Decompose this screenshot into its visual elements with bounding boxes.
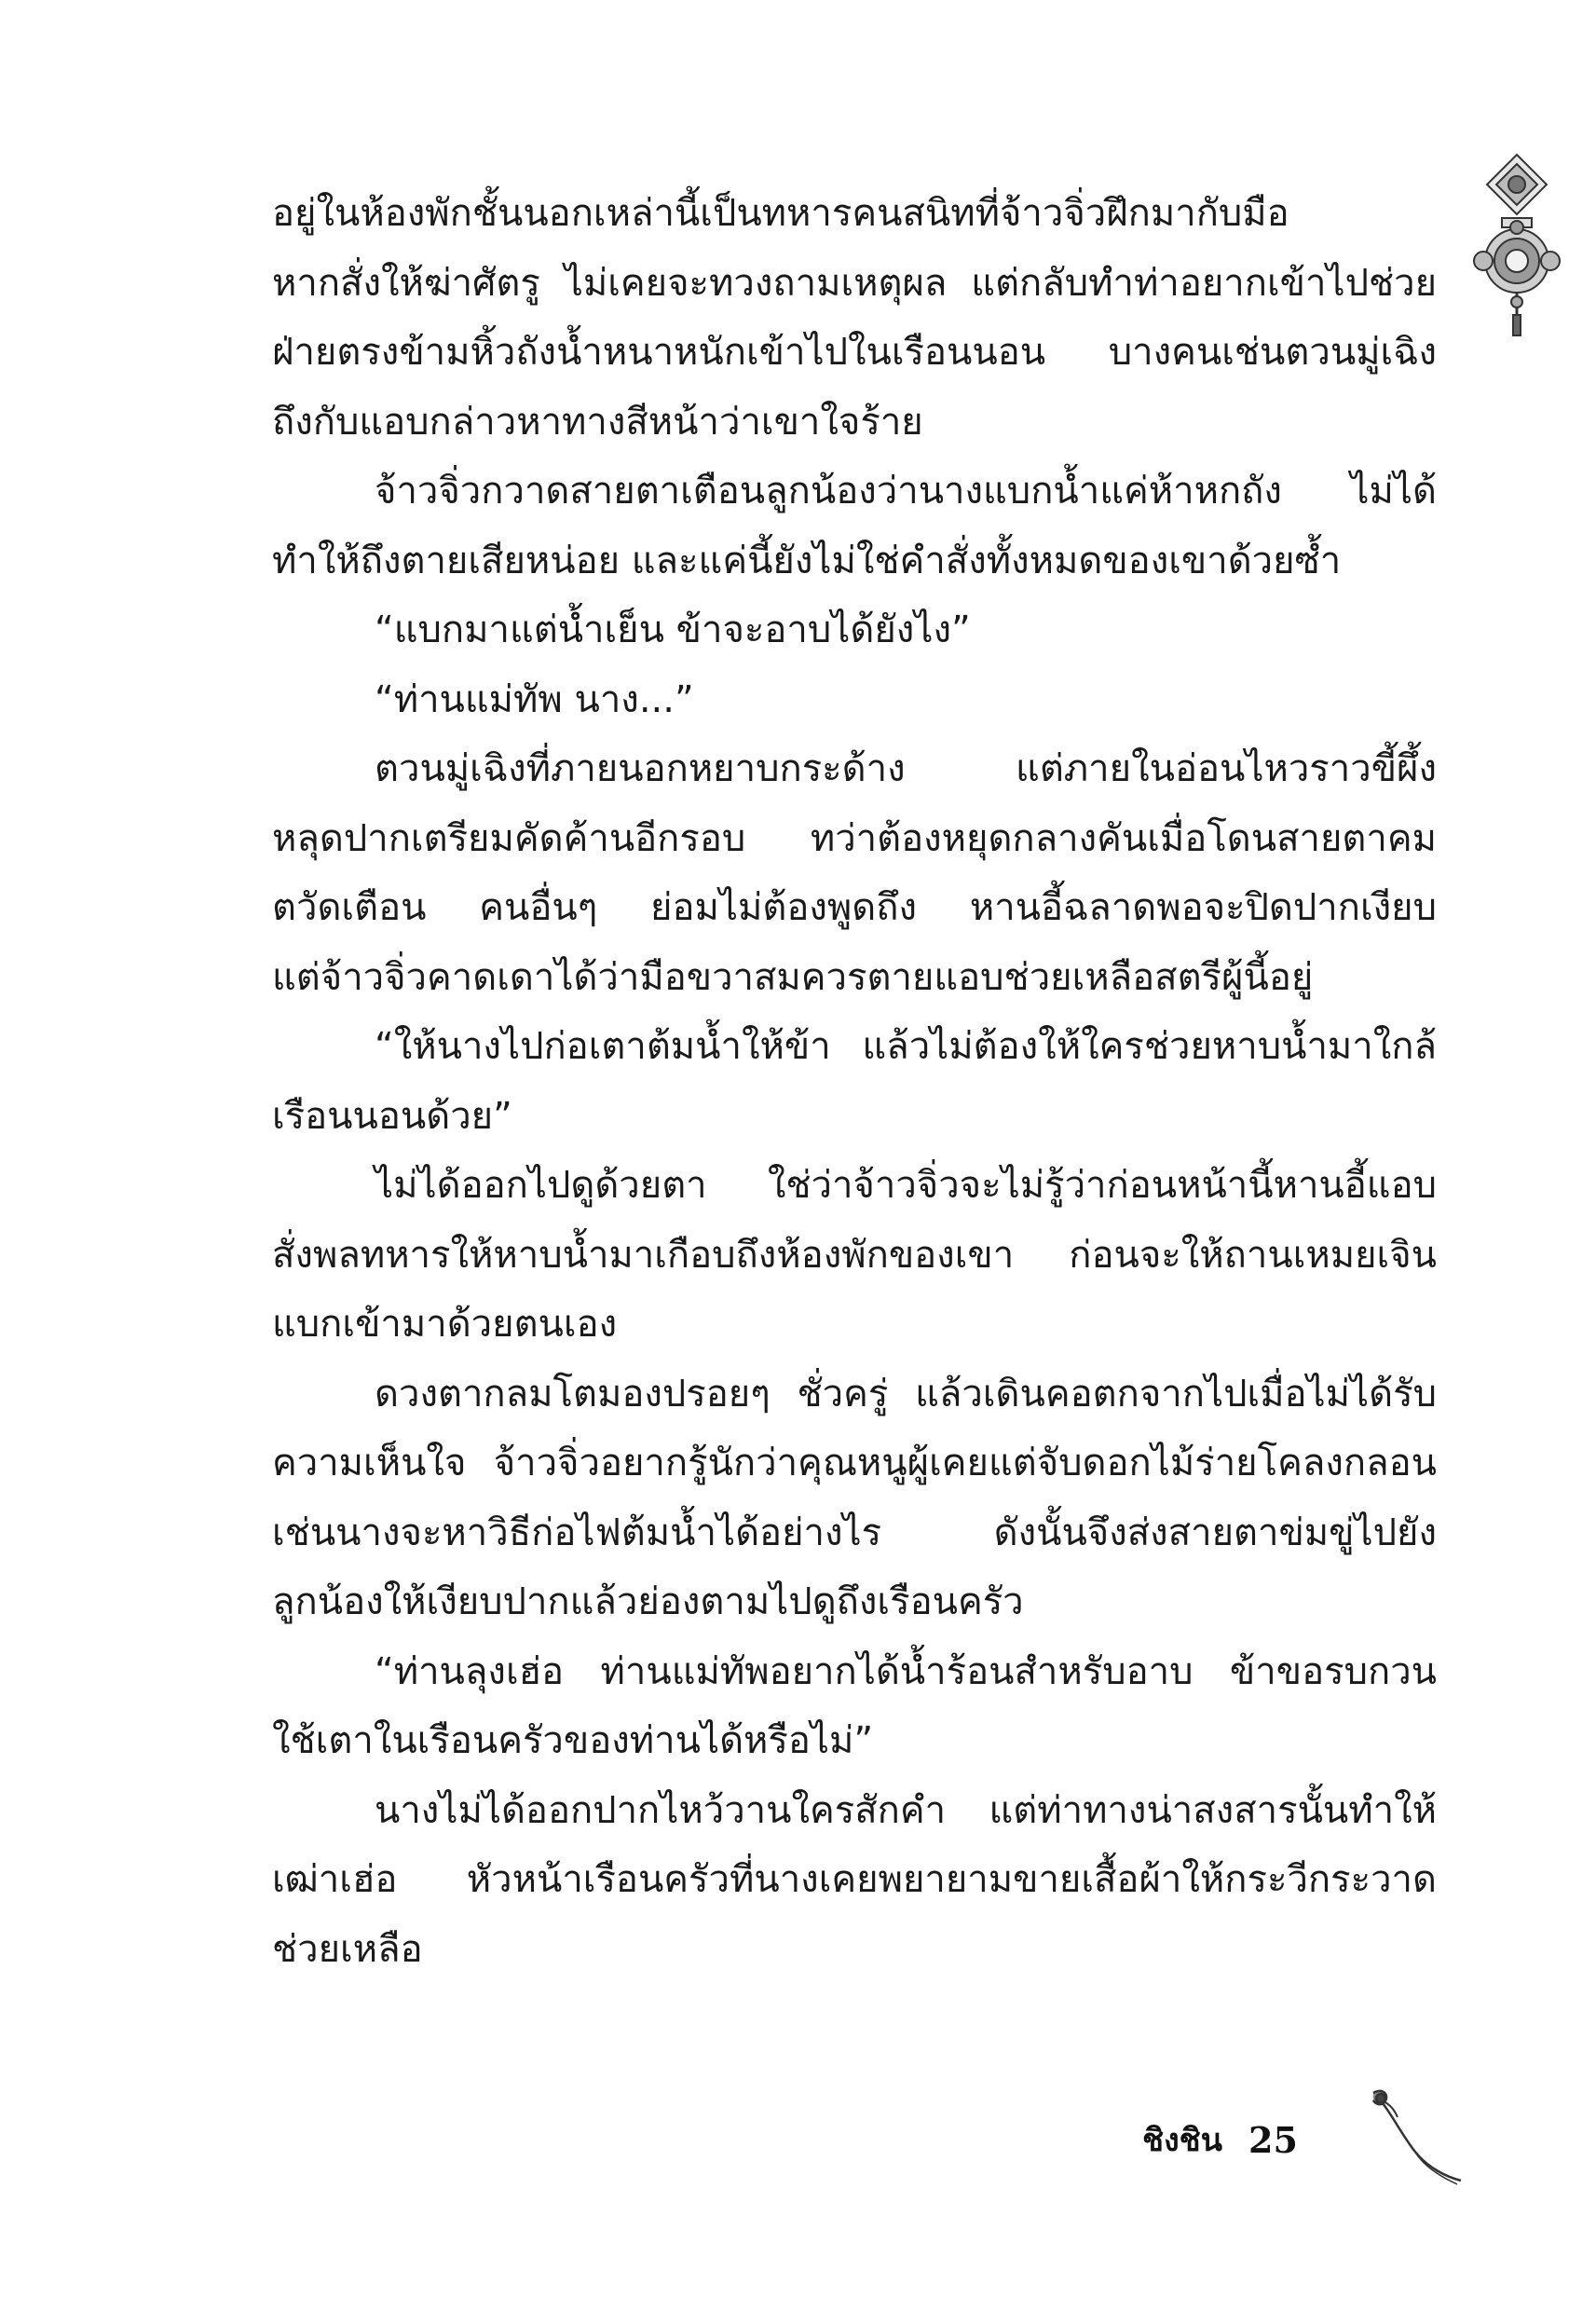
page-footer [1142,2110,1298,2169]
book-title: ชิงชิน [1142,2122,1222,2159]
text-line: “ท่านลุงเฮ่อ ท่านแม่ทัพอยากได้น้ำร้อนสำหรับอาบ ข้าขอรบกวน [375,1649,1437,1693]
text-line: ฝ่ายตรงข้ามหิ้วถังน้ำหนาหนักเข้าไปในเรือนนอน บางคนเช่นตวนมู่เฉิง [272,331,1437,374]
decorative-emblem-icon [1461,147,1573,343]
text-line: ตวนมู่เฉิงที่ภายนอกหยาบกระด้าง แต่ภายในอ่อนไหวราวขี้ผึ้ง [375,747,1437,790]
text-line: ไม่ได้ออกไปดูด้วยตา ใช่ว่าจ้าวจิ่วจะไม่รู้ว่าก่อนหน้านี้หานอี้แอบ [375,1164,1437,1207]
text-line: “ให้นางไปก่อเตาต้มน้ำให้ข้า แล้วไม่ต้องให้ใครช่วยหาบน้ำมาใกล้ [375,1025,1437,1068]
text-line: จ้าวจิ่วกวาดสายตาเตือนลูกน้องว่านางแบกน้ำแค่ห้าหกถัง ไม่ได้ [375,470,1437,513]
text-line: ถึงกับแอบกล่าวหาทางสีหน้าว่าเขาใจร้าย [272,400,923,444]
text-line: เรือนนอนด้วย” [272,1094,512,1138]
text-line: “ท่านแม่ทัพ นาง...” [375,677,694,721]
text-line: “แบกมาแต่น้ำเย็น ข้าจะอาบได้ยังไง” [375,609,971,651]
text-line: แต่จ้าวจิ่วคาดเดาได้ว่ามือขวาสมควรตายแอบช่วยเหลือสตรีผู้นี้อยู่ [272,955,1314,999]
page-number: 25 [1248,2118,1298,2161]
text-line: ดวงตากลมโตมองปรอยๆ ชั่วครู่ แล้วเดินคอตกจากไปเมื่อไม่ได้รับ [375,1372,1437,1415]
text-line: แบกเข้ามาด้วยตนเอง [272,1303,618,1346]
text-line: ใช้เตาในเรือนครัวของท่านได้หรือไม่” [272,1719,874,1762]
text-line: ตวัดเตือน คนอื่นๆ ย่อมไม่ต้องพูดถึง หานอี้ฉลาดพอจะปิดปากเงียบ [272,886,1437,929]
text-line: เช่นนางจะหาวิธีก่อไฟต้มน้ำได้อย่างไร ดังนั้นจึงส่งสายตาข่มขู่ไปยัง [272,1511,1437,1554]
body-text [272,179,1437,1984]
text-line: ทำให้ถึงตายเสียหน่อย และแค่นี้ยังไม่ใช่คำสั่งทั้งหมดของเขาด้วยซ้ำ [272,539,1342,582]
text-line: ช่วยเหลือ [272,1927,423,1971]
text-line: เฒ่าเฮ่อ หัวหน้าเรือนครัวที่นางเคยพยายามขายเสื้อผ้าให้กระวีกระวาด [272,1858,1437,1901]
text-line: สั่งพลทหารให้หาบน้ำมาเกือบถึงห้องพักของเขา ก่อนจะให้ถานเหมยเจิน [272,1233,1437,1277]
text-line: ความเห็นใจ จ้าวจิ่วอยากรู้นักว่าคุณหนูผู้เคยแต่จับดอกไม้ร่ายโคลงกลอน [272,1442,1437,1484]
text-line: หลุดปากเตรียมคัดค้านอีกรอบ ทว่าต้องหยุดกลางคันเมื่อโดนสายตาคม [272,816,1437,860]
text-line: นางไม่ได้ออกปากไหว้วานใครสักคำ แต่ท่าทางน่าสงสารนั้นทำให้ [375,1788,1437,1832]
text-line: หากสั่งให้ฆ่าศัตรู ไม่เคยจะทวงถามเหตุผล แต่กลับทำท่าอยากเข้าไปช่วย [272,261,1437,305]
quill-feather-icon [1357,2080,1468,2192]
text-line: ลูกน้องให้เงียบปากแล้วย่องตามไปดูถึงเรือนครัว [272,1580,1024,1623]
text-line: อยู่ในห้องพักชั้นนอกเหล่านี้เป็นทหารคนสนิทที่จ้าวจิ่วฝึกมากับมือ [272,192,1289,235]
